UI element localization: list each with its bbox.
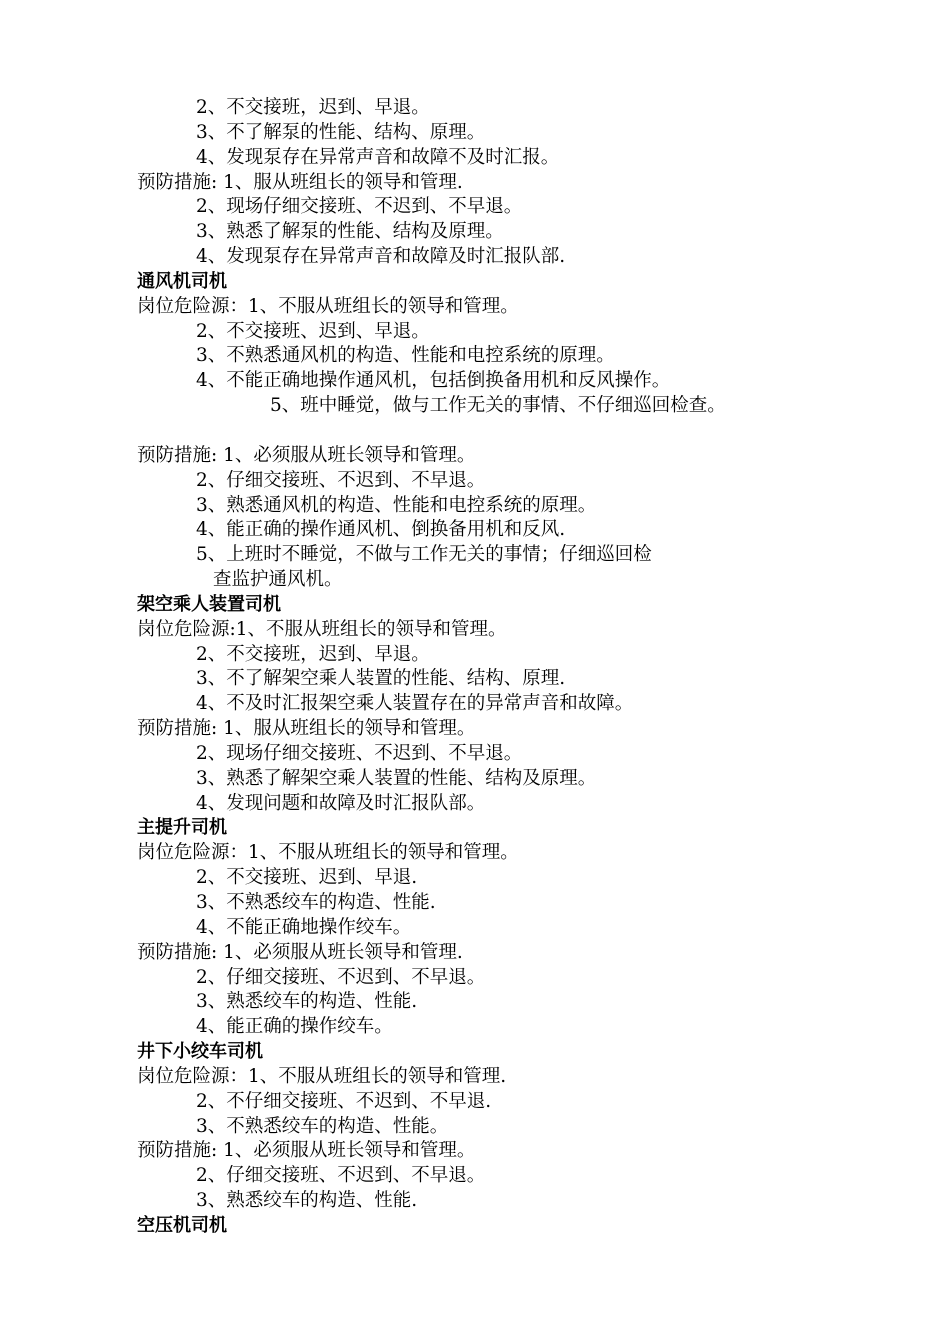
text-line: 岗位危险源：1、不服从班组长的领导和管理. [137,1065,507,1087]
text-line: 2、不交接班，迟到、早退。 [196,643,430,665]
text-line: 5、上班时不睡觉，不做与工作无关的事情；仔细巡回检 [196,544,652,566]
text-line: 2、仔细交接班、不迟到、不早退。 [196,1165,486,1187]
text-line: 2、不交接班、迟到、早退。 [196,320,430,342]
text-line: 4、不能正确地操作通风机，包括倒换备用机和反风操作。 [196,370,671,392]
section-heading: 架空乘人装置司机 [137,593,281,615]
document-body [0,96,950,1239]
text-line: 岗位危险源:1、不服从班组长的领导和管理。 [137,618,507,640]
text-line: 3、不熟悉绞车的构造、性能. [196,892,436,913]
text-line: 预防措施: 1、必须服从班长领导和管理. [137,941,463,963]
text-line: 3、熟悉了解架空乘人装置的性能、结构及原理。 [196,767,597,789]
text-line: 2、仔细交接班、不迟到、不早退。 [196,469,486,491]
text-line: 2、不交接班、迟到、早退. [196,867,418,889]
text-line: 4、发现泵存在异常声音和故障不及时汇报。 [196,146,560,168]
text-line: 3、熟悉通风机的构造、性能和电控系统的原理。 [196,494,597,516]
text-line: 2、不交接班，迟到、早退。 [196,97,430,118]
blank-line [0,419,950,444]
text-line: 4、能正确的操作通风机、倒换备用机和反风. [196,519,566,541]
text-line: 4、不能正确地操作绞车。 [196,916,412,938]
text-line: 2、现场仔细交接班、不迟到、不早退。 [196,742,523,764]
text-line: 岗位危险源：1、不服从班组长的领导和管理。 [137,295,519,317]
text-line: 4、发现泵存在异常声音和故障及时汇报队部. [196,246,566,268]
text-line: 4、发现问题和故障及时汇报队部。 [196,792,486,814]
text-line: 3、熟悉绞车的构造、性能. [196,991,418,1013]
text-line: 3、熟悉了解泵的性能、结构及原理。 [196,221,504,243]
text-line: 3、不熟悉通风机的构造、性能和电控系统的原理。 [196,345,615,367]
text-line: 2、不仔细交接班、不迟到、不早退. [196,1090,492,1112]
text-line: 3、熟悉绞车的构造、性能. [196,1190,418,1212]
text-line: 岗位危险源：1、不服从班组长的领导和管理。 [137,842,519,864]
section-heading: 空压机司机 [137,1214,227,1236]
section-heading: 主提升司机 [137,817,227,839]
text-line: 4、能正确的操作绞车。 [196,1016,393,1038]
section-heading: 通风机司机 [137,270,227,292]
text-line: 预防措施: 1、必须服从班长领导和管理。 [137,444,476,466]
text-line: 2、仔细交接班、不迟到、不早退。 [196,966,486,988]
text-line: 查监护通风机。 [213,569,343,591]
text-line: 2、现场仔细交接班、不迟到、不早退。 [196,196,523,218]
text-line: 预防措施: 1、服从班组长的领导和管理. [137,171,463,193]
text-line: 预防措施: 1、必须服从班长领导和管理。 [137,1140,476,1162]
text-line: 3、不了解泵的性能、结构、原理。 [196,121,486,143]
text-line: 3、不了解架空乘人装置的性能、结构、原理. [196,668,566,690]
text-line: 预防措施: 1、服从班组长的领导和管理。 [137,718,476,740]
text-line: 4、不及时汇报架空乘人装置存在的异常声音和故障。 [196,693,634,715]
section-heading: 井下小绞车司机 [137,1041,263,1063]
text-line: 5、班中睡觉，做与工作无关的事情、不仔细巡回检查。 [270,395,726,417]
text-line: 3、不熟悉绞车的构造、性能。 [196,1115,449,1137]
